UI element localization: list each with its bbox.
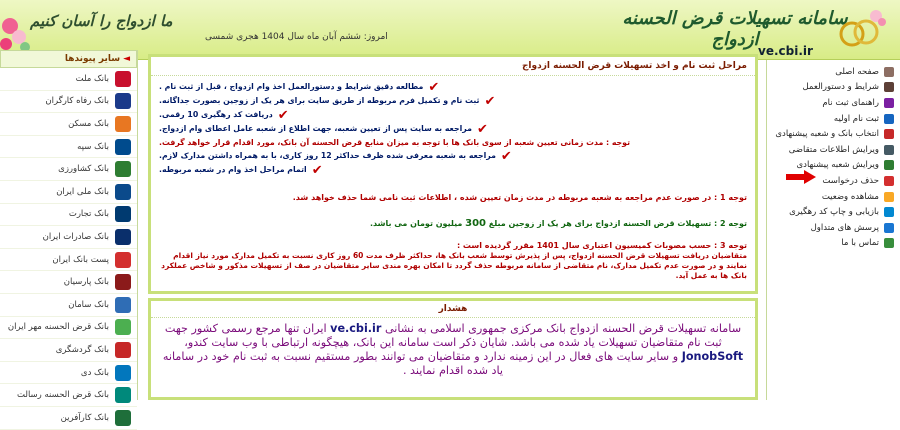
bank-logo-icon bbox=[115, 139, 131, 155]
nav-item-label: ویرایش شعبه پیشنهادی bbox=[796, 160, 879, 171]
nav-item-label: تماس با ما bbox=[841, 238, 879, 249]
step-item bbox=[151, 96, 755, 107]
nav-item-icon bbox=[884, 114, 894, 124]
nav-item-label: بازیابی و چاپ کد رهگیری bbox=[789, 207, 879, 218]
nav-item-icon bbox=[884, 82, 894, 92]
check-icon: ✔ bbox=[476, 122, 488, 137]
bank-logo-icon bbox=[115, 410, 131, 426]
nav-item-label: ویرایش اطلاعات متقاضی bbox=[788, 144, 879, 155]
step-text: اتمام مراحل اخذ وام در شعبه مربوطه. bbox=[159, 165, 307, 174]
step-text: مراجعه به شعبه معرفی شده ظرف حداکثر 12 روز کاری، با به همراه داشتن مدارک لازم. bbox=[159, 151, 496, 160]
check-icon: ✔ bbox=[311, 163, 323, 178]
wedding-rings-icon bbox=[830, 6, 890, 56]
nav-item-icon bbox=[884, 238, 894, 248]
nav-item[interactable] bbox=[767, 236, 900, 252]
bank-link-label: بانک مسکن bbox=[68, 118, 109, 129]
nav-item-icon bbox=[884, 67, 894, 77]
nav-item-icon bbox=[884, 176, 894, 186]
bank-link-label: بانک قرض الحسنه رسالت bbox=[17, 390, 109, 401]
nav-item[interactable] bbox=[767, 220, 900, 236]
check-icon: ✔ bbox=[484, 94, 496, 109]
step-text: ثبت نام و تکمیل فرم مربوطه از طریق سایت برای هر یک از زوجین بصورت جداگانه. bbox=[159, 96, 480, 105]
today-date: امروز: ششم آبان ماه سال 1404 هجری شمسی bbox=[205, 32, 388, 42]
note-3-body: متقاضیان دریافت تسهیلات قرض الحسنه ازدواج، پس از پذیرش توسط شعب بانک ها، حداکثر ظرف مدت 60 روز کاری نسبت به تکمیل مدارک مورد نیاز اقدام نمایند و در صورت عدم تکمیل مدارک، نام متقاضی از سامانه مربوطه حذف گردد تا امکان بهره مندی سایر متقاضیان در صف از تسهیلات مذکور و شاخص عملکرد بانک ها به عمل آید. bbox=[161, 251, 747, 280]
bank-logo-icon bbox=[115, 342, 131, 358]
nav-item-icon bbox=[884, 129, 894, 139]
nav-item-label: انتخاب بانک و شعبه پیشنهادی bbox=[775, 129, 879, 140]
note-2: توجه 2 : تسهیلات قرض الحسنه ازدواج برای هر یک از زوجین مبلغ 300 میلیون تومان می باشد. bbox=[369, 218, 747, 229]
bank-link[interactable] bbox=[0, 158, 137, 181]
bank-link[interactable] bbox=[0, 181, 137, 204]
warning-panel bbox=[148, 298, 758, 400]
step-item bbox=[151, 165, 755, 176]
bank-logo-icon bbox=[115, 71, 131, 87]
bank-link[interactable] bbox=[0, 91, 137, 114]
links-sidebar bbox=[0, 50, 138, 423]
bank-logo-icon bbox=[115, 387, 131, 403]
bank-link[interactable] bbox=[0, 384, 137, 407]
bank-link-label: بانک رفاه کارگران bbox=[45, 96, 109, 107]
bank-link[interactable] bbox=[0, 136, 137, 159]
note-1: توجه 1 : در صورت عدم مراجعه به شعبه مربوطه در مدت زمان تعیین شده ، اطلاعات ثبت نامی شما حذف خواهد شد. bbox=[292, 193, 747, 202]
bank-logo-icon bbox=[115, 184, 131, 200]
nav-item[interactable] bbox=[767, 111, 900, 127]
bank-logo-icon bbox=[115, 116, 131, 132]
bank-link-label: بانک قرض الحسنه مهر ایران bbox=[7, 322, 109, 333]
warning-text: سامانه تسهیلات قرض الحسنه ازدواج بانک مرکزی جمهوری اسلامی به نشانی ve.cbi.ir ایران تنها مرجع رسمی کشور جهت ثبت نام متقاضیان تسهیلات یاد شده می باشد. شایان ذکر است سامانه این بانک، هیچگونه ارتباطی با وب سایت کندو، JonobSoft و سایر سایت های فعال در این زمینه ندارد و متقاضیان می توانند بطور مستقیم نسبت به ثبت نام خود در سامانه یاد شده اقدام نمایند . bbox=[162, 322, 744, 377]
nav-item[interactable] bbox=[767, 204, 900, 220]
bank-link-label: بانک کشاورزی bbox=[58, 164, 109, 175]
bank-link-label: بانک کارآفرین bbox=[60, 412, 109, 423]
bank-link-label: بانک ملت bbox=[75, 73, 109, 84]
steps-title: مراحل ثبت نام و اخذ تسهیلات قرض الحسنه ازدواج bbox=[151, 57, 755, 76]
main-content bbox=[148, 50, 758, 400]
bank-link-label: بانک تجارت bbox=[68, 209, 109, 220]
bank-link-label: بانک سپه bbox=[77, 141, 109, 152]
nav-item-label: صفحه اصلی bbox=[835, 66, 879, 77]
nav-item-icon bbox=[884, 145, 894, 155]
nav-item[interactable] bbox=[767, 95, 900, 111]
nav-item-label: شرایط و دستورالعمل bbox=[802, 82, 879, 93]
links-sidebar-title: سایر پیوندها ◄ bbox=[0, 50, 137, 68]
site-url[interactable]: ve.cbi.ir bbox=[758, 44, 813, 58]
bank-logo-icon bbox=[115, 206, 131, 222]
bank-link[interactable] bbox=[0, 68, 137, 91]
main-navigation bbox=[766, 60, 900, 400]
nav-item[interactable] bbox=[767, 80, 900, 96]
bank-link[interactable] bbox=[0, 362, 137, 385]
step-item bbox=[151, 110, 755, 121]
nav-item[interactable] bbox=[767, 64, 900, 80]
nav-item[interactable] bbox=[767, 142, 900, 158]
bank-link[interactable] bbox=[0, 113, 137, 136]
check-icon: ✔ bbox=[277, 108, 289, 123]
bank-logo-icon bbox=[115, 297, 131, 313]
step-text: توجه : مدت زمانی تعیین شعبه از سوی بانک ها با توجه به میزان منابع قرض الحسنه آن بانک، مورد اقدام قرار خواهد گرفت. bbox=[159, 138, 630, 147]
bank-link[interactable] bbox=[0, 271, 137, 294]
bank-link[interactable] bbox=[0, 249, 137, 272]
steps-list bbox=[151, 76, 755, 176]
step-item bbox=[151, 151, 755, 162]
step-item bbox=[151, 124, 755, 135]
bank-link-label: بانک ملی ایران bbox=[56, 186, 109, 197]
bank-link[interactable] bbox=[0, 407, 137, 430]
bank-link[interactable] bbox=[0, 317, 137, 340]
nav-item-label: مشاهده وضعیت bbox=[821, 191, 879, 202]
bank-link[interactable] bbox=[0, 226, 137, 249]
nav-item[interactable] bbox=[767, 126, 900, 142]
header-calligraphy: ما ازدواج را آسان کنیم bbox=[30, 12, 173, 30]
registration-steps-panel bbox=[148, 54, 758, 294]
bank-logo-icon bbox=[115, 274, 131, 290]
check-icon: ✔ bbox=[500, 149, 512, 164]
bank-link[interactable] bbox=[0, 204, 137, 227]
bank-link-label: بانک پارسیان bbox=[63, 277, 109, 288]
nav-item-icon bbox=[884, 207, 894, 217]
bank-link-label: بانک سامان bbox=[68, 299, 109, 310]
step-item bbox=[151, 138, 755, 148]
bank-logo-icon bbox=[115, 319, 131, 335]
bank-logo-icon bbox=[115, 229, 131, 245]
bank-logo-icon bbox=[115, 161, 131, 177]
bank-logo-icon bbox=[115, 365, 131, 381]
bank-link-label: بانک گردشگری bbox=[55, 344, 109, 355]
warning-title: هشدار bbox=[151, 301, 755, 318]
nav-item[interactable] bbox=[767, 189, 900, 205]
nav-item-label: حذف درخواست bbox=[822, 175, 879, 186]
step-text: مراجعه به سایت پس از تعیین شعبه، جهت اطلاع از شعبه عامل اعطای وام ازدواج. bbox=[159, 124, 472, 133]
step-item bbox=[151, 82, 755, 93]
red-arrow-icon bbox=[786, 170, 816, 184]
nav-item-icon bbox=[884, 223, 894, 233]
bank-link-label: بانک صادرات ایران bbox=[42, 231, 109, 242]
nav-item-label: ثبت نام اولیه bbox=[833, 113, 879, 124]
bank-logo-icon bbox=[115, 93, 131, 109]
bank-link-label: بانک دی bbox=[80, 367, 109, 378]
bank-link-label: پست بانک ایران bbox=[52, 254, 109, 265]
bank-list bbox=[0, 68, 137, 430]
nav-item-icon bbox=[884, 192, 894, 202]
bank-link[interactable] bbox=[0, 294, 137, 317]
step-text: مطالعه دقیق شرایط و دستورالعمل اخذ وام ازدواج ، قبل از ثبت نام . bbox=[159, 82, 424, 91]
nav-item-label: راهنمای ثبت نام bbox=[822, 97, 879, 108]
check-icon: ✔ bbox=[428, 80, 440, 95]
warning-site-link[interactable]: ve.cbi.ir bbox=[330, 322, 382, 335]
bank-logo-icon bbox=[115, 252, 131, 268]
nav-item-icon bbox=[884, 160, 894, 170]
nav-item-label: پرسش های متداول bbox=[810, 222, 879, 233]
bank-link[interactable] bbox=[0, 339, 137, 362]
site-title: سامانه تسهیلات قرض الحسنه ازدواج bbox=[622, 8, 848, 50]
step-text: دریافت کد رهگیری 10 رقمی. bbox=[159, 110, 273, 119]
nav-item-icon bbox=[884, 98, 894, 108]
note-3: توجه 3 : حسب مصوبات کمیسیون اعتباری سال 1401 مقرر گردیده است : bbox=[456, 241, 747, 250]
